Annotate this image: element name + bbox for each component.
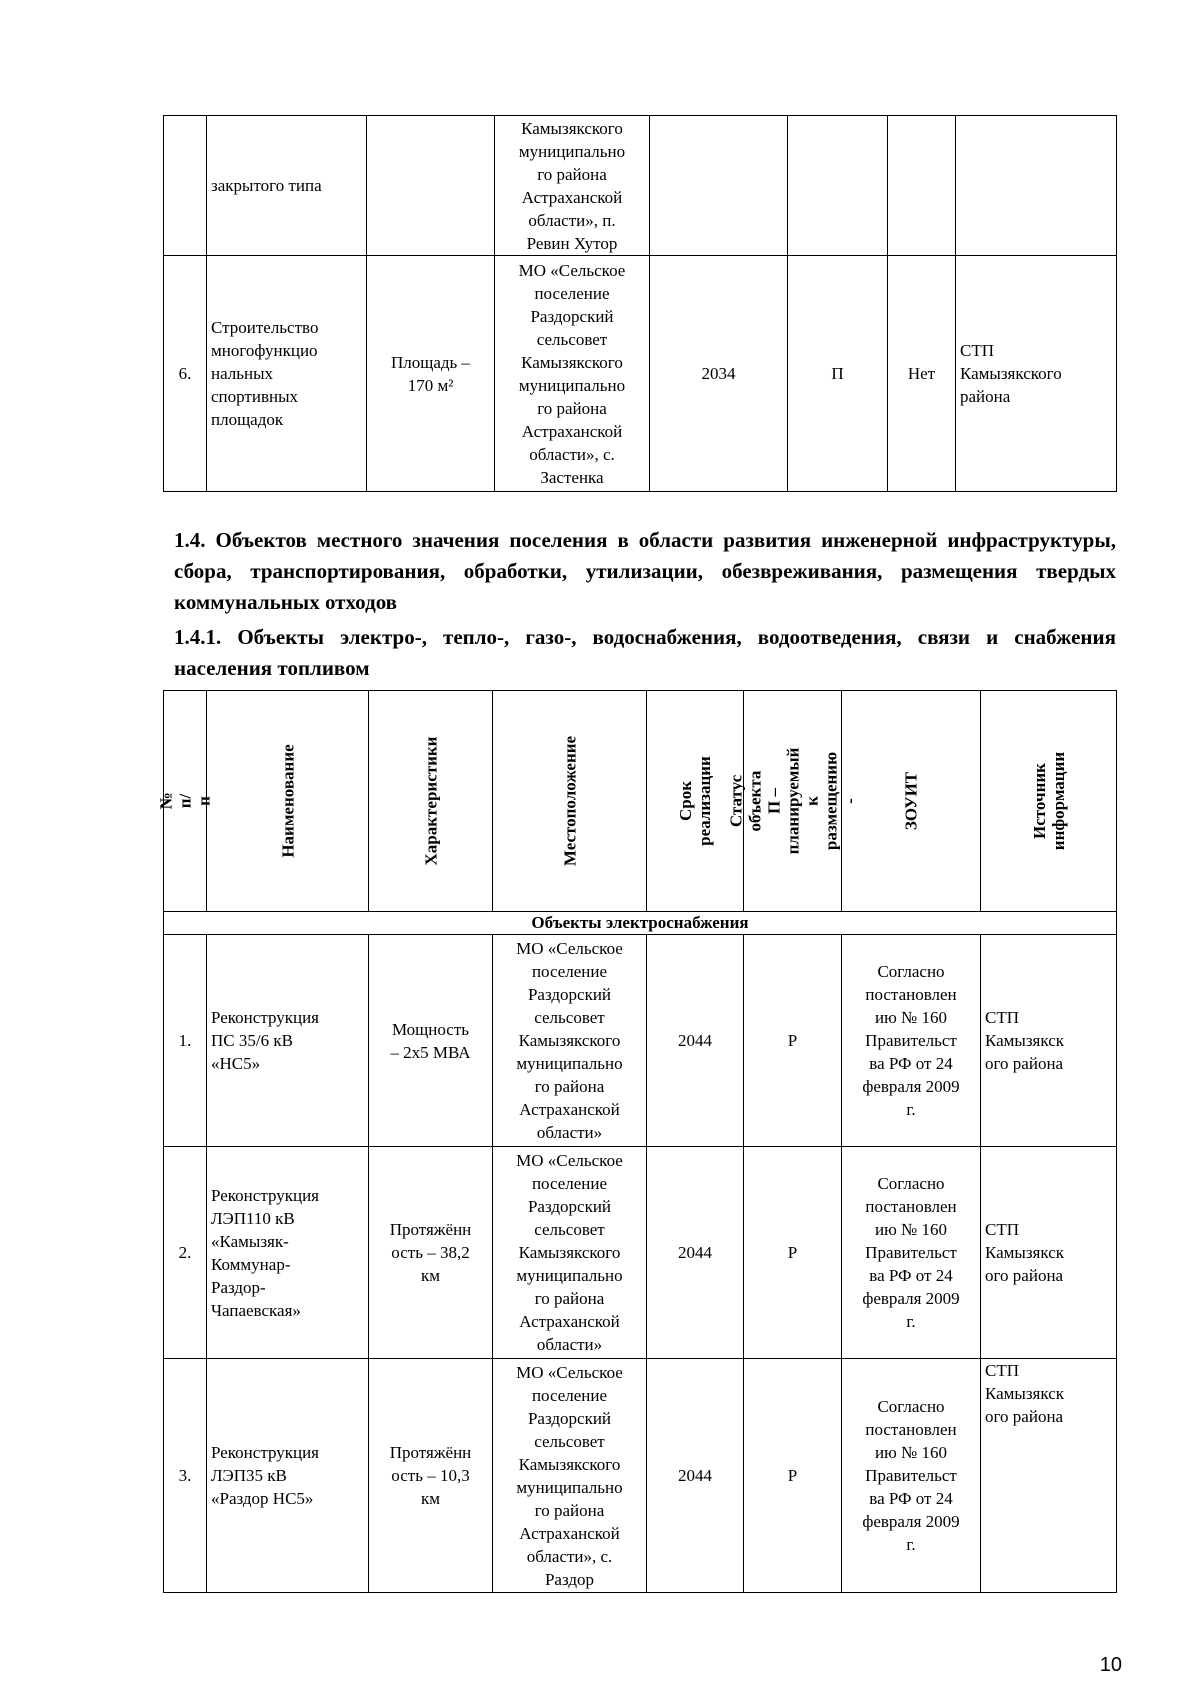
- term-cell: 2034: [650, 256, 788, 492]
- header-zouit-label: ЗОУИТ: [901, 771, 921, 831]
- header-term-label: Срок реализации: [676, 756, 714, 846]
- zouit-cell: Нет: [888, 256, 956, 492]
- location-cell: МО «Сельское поселение Раздорский сельсовет Камызякского муниципально го района Астраханской области», с. Застенка: [495, 256, 650, 492]
- row-number-cell: 3.: [164, 1359, 207, 1593]
- characteristics-cell: Протяжённ ость – 38,2 км: [369, 1147, 493, 1359]
- header-name-label: Наименование: [278, 744, 297, 858]
- location-cell: МО «Сельское поселение Раздорский сельсовет Камызякского муниципально го района Астраханской области»: [493, 1147, 647, 1359]
- source-cell: СТП Камызякск ого района: [981, 1359, 1117, 1593]
- source-cell: СТП Камызякского района: [956, 256, 1117, 492]
- row-number-cell: 2.: [164, 1147, 207, 1359]
- characteristics-cell: Протяжённ ость – 10,3 км: [369, 1359, 493, 1593]
- table-row: [164, 1359, 1117, 1593]
- term-cell: 2044: [647, 1147, 744, 1359]
- section-heading: 1.4. Объектов местного значения поселения в области развития инженерной инфраструктуры, сбора, транспортирования, обработки, утилизации, обезвреживания, размещения твердых коммунальных отходов: [174, 528, 1116, 614]
- name-cell: Строительство многофункцио нальных спортивных площадок: [207, 256, 367, 492]
- continued-objects-table: [163, 115, 1117, 492]
- engineering-objects-table: [156, 690, 1117, 1593]
- header-status: [726, 691, 859, 912]
- term-cell: [650, 116, 788, 256]
- header-zouit: [842, 691, 981, 912]
- header-num-label: № п/п: [156, 792, 214, 810]
- source-cell: СТП Камызякск ого района: [981, 1147, 1117, 1359]
- zouit-cell: [888, 116, 956, 256]
- header-name: [207, 691, 369, 912]
- status-cell: Р: [744, 935, 842, 1147]
- name-cell: Реконструкция ПС 35/6 кВ «НС5»: [207, 935, 369, 1147]
- table-row: [164, 935, 1117, 1147]
- location-cell: Камызякского муниципально го района Астраханской области», п. Ревин Хутор: [495, 116, 650, 256]
- source-cell: [956, 116, 1117, 256]
- header-status-label: Статус объекта П – планируемый к размещению -: [726, 747, 859, 855]
- row-number-cell: 6.: [164, 256, 207, 492]
- table-row: [164, 1147, 1117, 1359]
- header-location: [493, 691, 647, 912]
- source-cell: СТП Камызякск ого района: [981, 935, 1117, 1147]
- location-cell: МО «Сельское поселение Раздорский сельсовет Камызякского муниципально го района Астраханской области»: [493, 935, 647, 1147]
- table-row: [164, 116, 1117, 256]
- name-cell: Реконструкция ЛЭП110 кВ «Камызяк- Коммунар- Раздор- Чапаевская»: [207, 1147, 369, 1359]
- header-num: [156, 691, 214, 912]
- table-row: [164, 256, 1117, 492]
- group-row: [164, 912, 1117, 935]
- header-source: [981, 691, 1117, 912]
- header-characteristics: [369, 691, 493, 912]
- characteristics-cell: Мощность – 2х5 МВА: [369, 935, 493, 1147]
- row-number-cell: [164, 116, 207, 256]
- status-cell: Р: [744, 1147, 842, 1359]
- status-cell: Р: [744, 1359, 842, 1593]
- term-cell: 2044: [647, 1359, 744, 1593]
- zouit-cell: Согласно постановлен ию № 160 Правительст ва РФ от 24 февраля 2009 г.: [842, 935, 981, 1147]
- table-header-row: [164, 691, 1117, 912]
- group-title: Объекты электроснабжения: [164, 912, 1117, 935]
- row-number-cell: 1.: [164, 935, 207, 1147]
- name-cell: закрытого типа: [207, 116, 367, 256]
- location-cell: МО «Сельское поселение Раздорский сельсовет Камызякского муниципально го района Астраханской области», с. Раздор: [493, 1359, 647, 1593]
- characteristics-cell: [367, 116, 495, 256]
- subsection-heading: 1.4.1. Объекты электро-, тепло-, газо-, водоснабжения, водоотведения, связи и снабжения населения топливом: [174, 625, 1116, 680]
- header-source-label: Источник информации: [1029, 751, 1068, 851]
- name-cell: Реконструкция ЛЭП35 кВ «Раздор НС5»: [207, 1359, 369, 1593]
- header-location-label: Местоположение: [560, 735, 579, 867]
- page-number: 10: [1099, 1654, 1122, 1676]
- status-cell: П: [788, 256, 888, 492]
- term-cell: 2044: [647, 935, 744, 1147]
- characteristics-cell: Площадь – 170 м²: [367, 256, 495, 492]
- zouit-cell: Согласно постановлен ию № 160 Правительст ва РФ от 24 февраля 2009 г.: [842, 1359, 981, 1593]
- header-characteristics-label: Характеристики: [421, 736, 440, 866]
- zouit-cell: Согласно постановлен ию № 160 Правительст ва РФ от 24 февраля 2009 г.: [842, 1147, 981, 1359]
- status-cell: [788, 116, 888, 256]
